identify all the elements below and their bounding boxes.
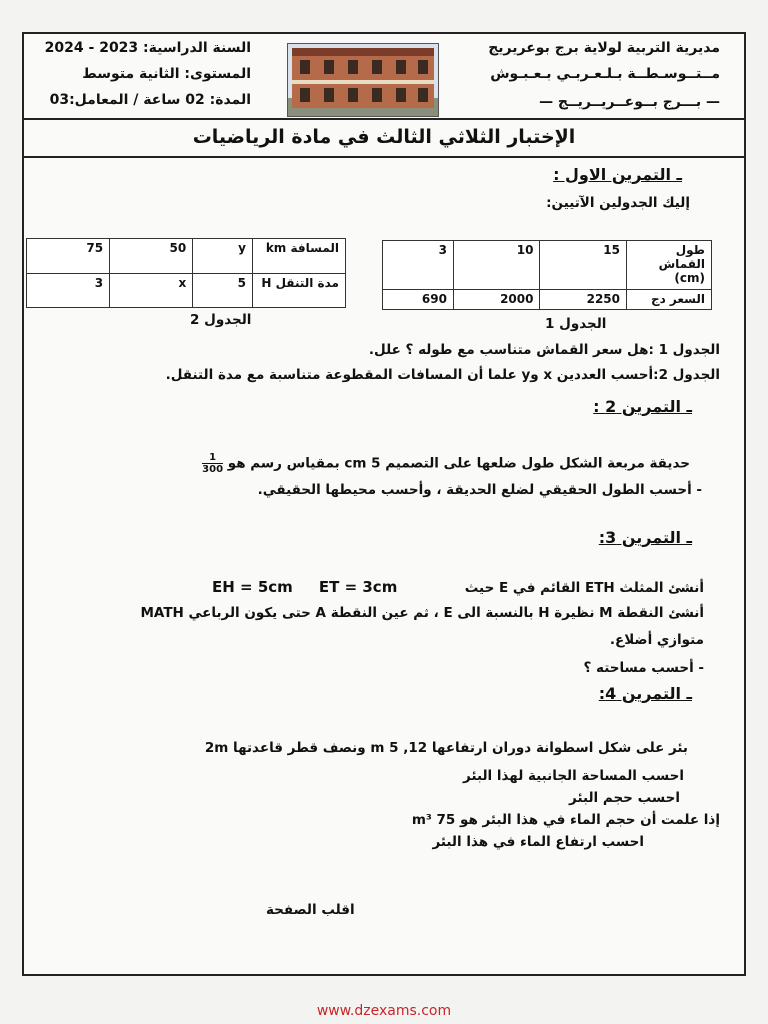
header-divider xyxy=(22,118,746,120)
table-1 xyxy=(382,240,712,310)
title-divider xyxy=(22,156,746,158)
table2-cell: x xyxy=(110,273,193,308)
header-school: مــتــوسـطــة بـلـعـربـي بـعـبـوش xyxy=(490,66,720,82)
ex4-line-5: احسب ارتفاع الماء في هذا البئر xyxy=(432,834,644,850)
table1-cell: 2250 xyxy=(540,290,627,310)
scale-denominator: 300 xyxy=(202,464,224,475)
ex1-intro: إليك الجدولين الآتيين: xyxy=(546,195,690,211)
table2-cell: 5 xyxy=(193,273,253,308)
ex4-line-1: بئر على شكل اسطوانة دوران ارتفاعها 12, 5 m ونصف قطر قاعدتها 2m xyxy=(204,740,688,756)
table2-cell: 3 xyxy=(27,273,110,308)
ex2-heading: ـ التمرين 2 : xyxy=(593,397,692,416)
ex1-question-2: الجدول 2:أحسب العددين x وy علما أن المسافات المقطوعة متناسبة مع مدة التنقل. xyxy=(165,367,720,383)
table1-cell: السعر دج xyxy=(627,290,712,310)
table1-cell: طول القماش (cm) xyxy=(627,241,712,290)
ex4-line-2: احسب المساحة الجانبية لهذا البئر xyxy=(463,768,684,784)
ex3-line-1: أنشئ المثلث ETH القائم في E حيث xyxy=(464,580,704,596)
table2-cell: 50 xyxy=(110,239,193,274)
ex4-heading: ـ التمرين 4: xyxy=(598,684,692,703)
ex4-line-4: إذا علمت أن حجم الماء في هذا البئر هو 75 m³ xyxy=(411,812,720,828)
table2-cell: مدة التنقل H xyxy=(253,273,346,308)
ex4-line-3: احسب حجم البئر xyxy=(569,790,680,806)
ex2-line-1-text: حديقة مربعة الشكل طول ضلعها على التصميم 5 cm بمقياس رسم هو xyxy=(227,455,690,472)
ex2-line-1 xyxy=(198,452,690,475)
table2-caption: الجدول 2 xyxy=(190,312,252,328)
scale-fraction xyxy=(202,452,223,475)
ex3-measures: EH = 5cm ET = 3cm xyxy=(212,578,398,596)
header-directorate: مديرية التربية لولاية برج بوعريريج xyxy=(488,40,720,56)
table1-cell: 15 xyxy=(540,241,627,290)
table2-cell: 75 xyxy=(27,239,110,274)
header-duration: المدة: 02 ساعة / المعامل:03 xyxy=(49,92,251,108)
table1-cell: 2000 xyxy=(453,290,540,310)
turn-page-note: اقلب الصفحة xyxy=(266,902,355,918)
ex1-heading: ـ التمرين الاول : xyxy=(553,165,682,184)
exam-title: الإختبار الثلاثي الثالث في مادة الرياضيات xyxy=(192,126,576,148)
table1-cell: 3 xyxy=(383,241,454,290)
header-year: السنة الدراسية: 2023 - 2024 xyxy=(44,40,251,56)
table2-cell: y xyxy=(193,239,253,274)
scale-numerator: 1 xyxy=(202,452,223,464)
ex2-line-2: - أحسب الطول الحقيقي لضلع الحديقة ، وأحسب محيطها الحقيقي. xyxy=(257,482,702,498)
school-building-photo xyxy=(287,43,439,117)
header-city: — بـــرج بــوعــريــريــج — xyxy=(539,94,720,110)
table-2 xyxy=(26,238,346,308)
ex3-line-2: أنشئ النقطة M نظيرة H بالنسبة الى E ، ثم عين النقطة A حتى يكون الرباعي MATH xyxy=(140,605,704,621)
ex3-heading: ـ التمرين 3: xyxy=(598,528,692,547)
ex1-question-1: الجدول 1 :هل سعر القماش متناسب مع طوله ؟ علل. xyxy=(368,342,720,358)
website-link[interactable]: www.dzexams.com xyxy=(316,1003,452,1019)
header-level: المستوى: الثانية متوسط xyxy=(82,66,251,82)
ex3-line-4: - أحسب مساحته ؟ xyxy=(583,660,704,676)
table1-cell: 690 xyxy=(383,290,454,310)
table1-cell: 10 xyxy=(453,241,540,290)
ex3-line-3: متوازي أضلاع. xyxy=(609,632,704,648)
table1-caption: الجدول 1 xyxy=(545,316,607,332)
table2-cell: المسافة km xyxy=(253,239,346,274)
